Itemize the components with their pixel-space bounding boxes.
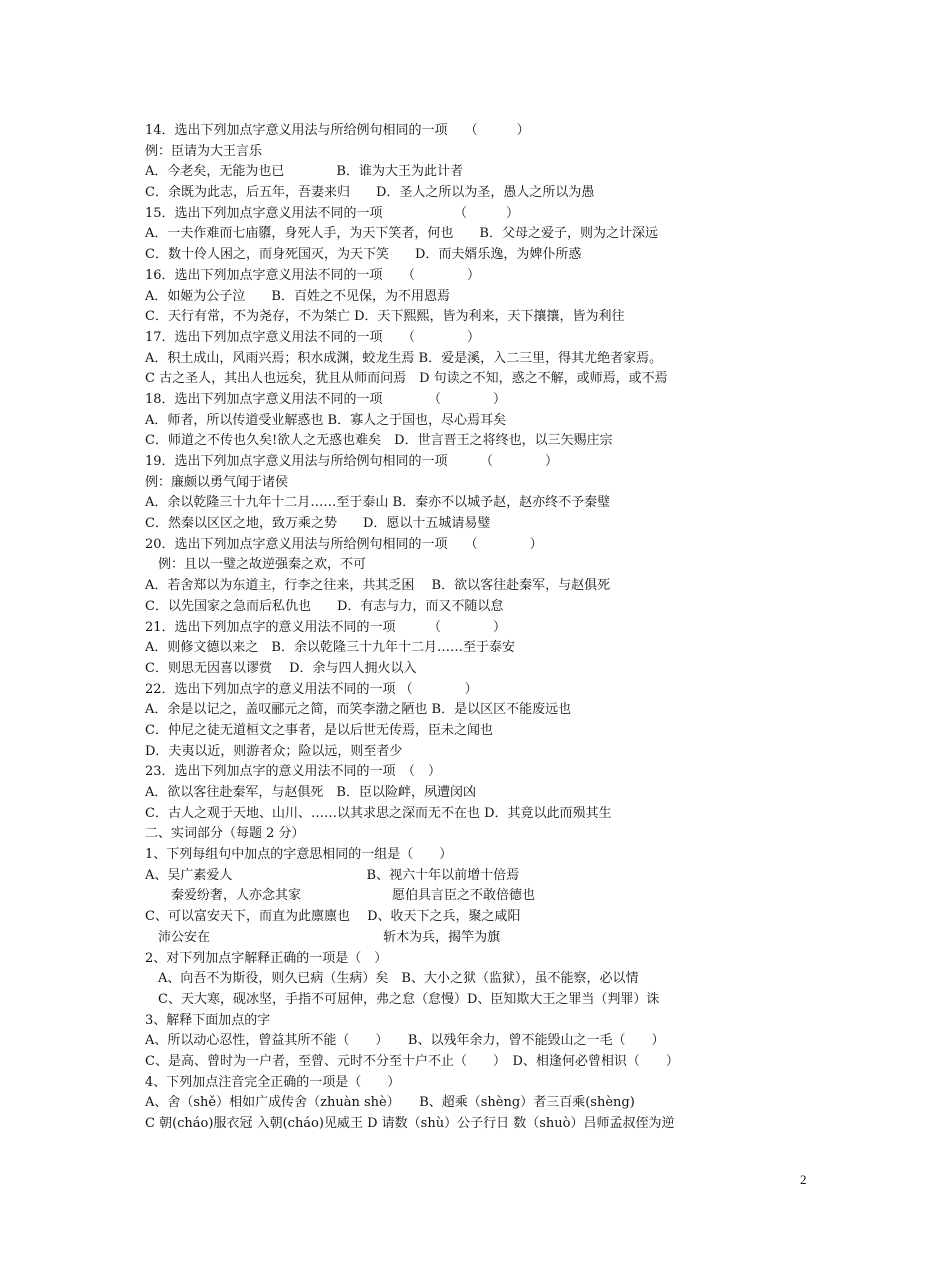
text-line: 19．选出下列加点字意义用法与所给例句相同的一项 （ ） [145,454,559,469]
text-line: 例：且以一璧之故逆强秦之欢，不可 [145,557,367,573]
text-line: 23．选出下列加点字的意义用法不同的一项 （ ） [145,764,442,780]
text-line: 例：廉颇以勇气闻于诸侯 [145,474,289,490]
text-line: A．一夫作难而七庙隳，身死人手，为天下笑者，何也 B．父母之爱子，则为之计深远 [145,226,658,242]
text-line: A．欲以客往赴秦军，与赵俱死 B．臣以险衅，夙遭闵凶 [145,785,476,800]
text-line: 14．选出下列加点字意义用法与所给例句相同的一项 （ ） [145,123,530,138]
text-line: A．余以乾隆三十九年十二月……至于泰山 B．秦亦不以城予赵，赵亦终不予秦璧 [145,495,611,511]
text-line: 秦爱纷奢，人亦念其家 愿伯具言臣之不敢倍德也 [145,888,536,904]
text-line: A、舍（shě）相如广成传舍（zhuàn shè） B、超乘（shèng）者三百乘(shèng) [145,1095,635,1111]
text-line: 1、下列每组句中加点的字意思相同的一组是（ ） [145,847,453,863]
document-body [145,121,785,1135]
page-number: 2 [800,1172,807,1187]
text-line: A．如姬为公子泣 B．百姓之不见保，为不用恩焉 [145,288,450,304]
text-line: 二、实词部分（每题 2 分） [145,826,305,842]
text-line: A、吴广素爱人 B、视六十年以前增十倍焉 [145,867,520,883]
text-line: C、天大寒，砚冰坚，手指不可屈伸，弗之怠（怠慢）D、臣知欺大王之罪当（判罪）诛 [145,991,660,1007]
text-line: 15．选出下列加点字意义用法不同的一项 （ ） [145,205,520,221]
text-line: 4、下列加点注音完全正确的一项是（ ） [145,1074,401,1090]
text-line: 16．选出下列加点字意义用法不同的一项 （ ） [145,267,481,283]
text-line: C．师道之不传也久矣!欲人之无惑也难矣 D．世言晋王之将终也，以三矢赐庄宗 [145,433,613,449]
text-line: A、所以动心忍性，曾益其所不能（ ） B、以残年余力，曾不能毁山之一毛（ ） [145,1033,665,1049]
text-line: A．积土成山，风雨兴焉；积水成渊，蛟龙生焉 B．爱是溪，入二三里，得其尤绝者家焉。 [145,350,663,366]
text-line: D．夫夷以近，则游者众；险以远，则至者少 [145,743,403,759]
text-line: C．以先国家之急而后私仇也 D．有志与力，而又不随以怠 [145,598,504,614]
text-line: A．若舍郑以为东道主，行李之往来，共其乏困 B．欲以客往赴秦军，与赵俱死 [145,578,611,594]
text-line: 20．选出下列加点字意义用法与所给例句相同的一项 （ ） [145,536,543,552]
text-line: A．则修文德以来之 B．余以乾隆三十九年十二月……至于泰安 [145,640,515,656]
text-line: C．数十伶人困之，而身死国灭，为天下笑 D．而夫婿乐逸，为婢仆所惑 [145,247,582,263]
text-line: A、向吾不为斯役，则久已病（生病）矣 B、大小之狱（监狱），虽不能察，必以情 [145,971,639,987]
text-line: 21．选出下列加点字的意义用法不同的一项 （ ） [145,619,507,635]
text-line: A．今老矣，无能为也已 B．谁为大王为此计者 [145,164,463,180]
text-line: 沛公安在 斩木为兵，揭竿为旗 [145,929,501,945]
text-line: C．天行有常，不为尧存，不为桀亡 D．天下熙熙，皆为利来，天下攘攘，皆为利往 [145,309,625,325]
text-line: C、可以富安天下，而直为此廪廪也 D、收天下之兵，聚之咸阳 [145,909,521,925]
text-line: C．则思无因喜以谬赏 D．余与四人拥火以入 [145,660,417,676]
text-line: 2、对下列加点字解释正确的一项是（ ） [145,950,388,966]
text-line: 18．选出下列加点字意义用法不同的一项 （ ） [145,391,507,407]
text-line: A．师者，所以传道受业解惑也 B．寡人之于国也，尽心焉耳矣 [145,412,507,428]
text-line: C．余既为此志，后五年，吾妻来归 D．圣人之所以为圣，愚人之所以为愚 [145,185,595,201]
text-line: C 朝(cháo)服衣冠 入朝(cháo)见威王 D 请数（shù）公子行日 数（shuò）吕师孟叔侄为逆 [145,1116,675,1131]
text-line: A．余是以记之，盖叹郦元之简，而笑李渤之陋也 B．是以区区不能废远也 [145,702,572,718]
text-line: 22．选出下列加点字的意义用法不同的一项 （ ） [145,681,478,697]
text-line: C 古之圣人，其出人也远矣，犹且从师而问焉 D 句读之不知，惑之不解，或师焉，或不焉 [145,371,668,387]
text-line: C．然秦以区区之地，致万乘之势 D．愿以十五城请易璧 [145,516,491,532]
text-line: 3、解释下面加点的字 [145,1012,271,1028]
text-line: C．仲尼之徒无道桓文之事者，是以后世无传焉，臣未之闻也 [145,722,493,738]
text-line: C、是高、曾时为一户者，至曾、元时不分至十户不止（ ） D、相逢何必曾相识（ ） [145,1053,679,1069]
text-line: 17．选出下列加点字意义用法不同的一项 （ ） [145,329,481,345]
text-line: 例：臣请为大王言乐 [145,143,263,159]
text-line: C．古人之观于天地、山川、……以其求思之深而无不在也 D．其竟以此而殒其生 [145,805,612,821]
